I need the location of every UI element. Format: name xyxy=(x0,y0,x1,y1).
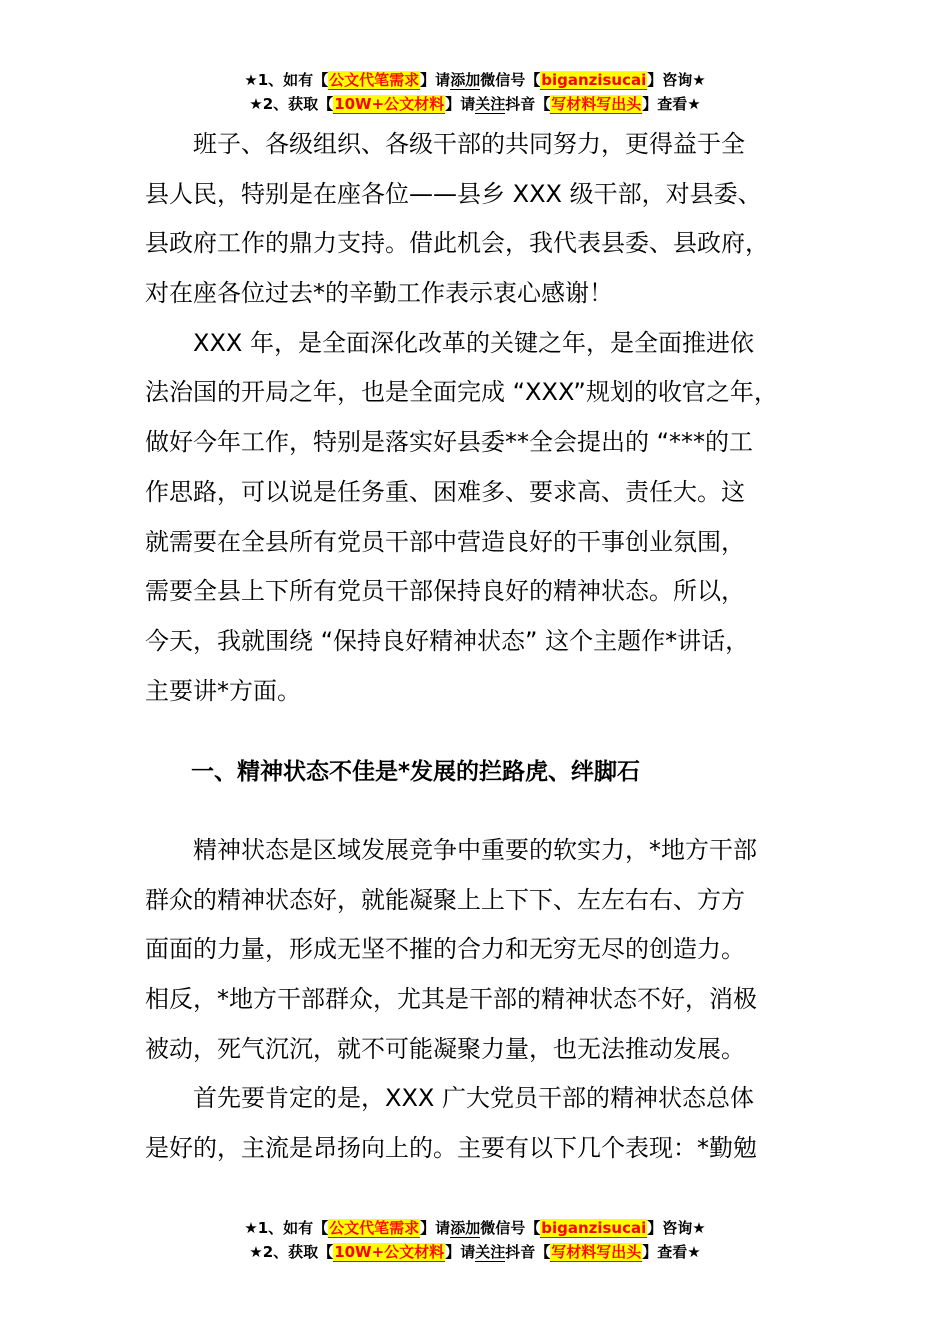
banner-emphasis: 关注 xyxy=(475,95,506,113)
text-line: 今天，我就围绕 “保持良好精神状态” 这个主题作*讲话， xyxy=(145,626,750,655)
document-body xyxy=(145,120,825,1174)
banner-highlight: biganzisucai xyxy=(541,71,647,89)
text-line: 法治国的开局之年，也是全面完成 “XXX”规划的收官之年， xyxy=(145,378,778,407)
text-line: 群众的精神状态好，就能凝聚上上下下、左左右右、方方 xyxy=(145,885,745,914)
text-line: 精神状态是区域发展竞争中重要的软实力，*地方干部 xyxy=(145,835,757,864)
banner-text: 】请 xyxy=(420,1219,451,1237)
text-line: 班子、各级组织、各级干部的共同努力，更得益于全 xyxy=(145,130,745,158)
text-line: XXX 年，是全面深化改革的关键之年，是全面推进依 xyxy=(145,328,754,357)
banner-line-2 xyxy=(0,92,950,116)
banner-text: 】请 xyxy=(445,95,476,113)
text-line: 对在座各位过去*的辛勤工作表示衷心感谢！ xyxy=(145,279,613,308)
footer-banner xyxy=(0,1216,950,1264)
banner-text: 抖音【 xyxy=(505,95,551,113)
banner-text: 】查看★ xyxy=(642,95,701,113)
text-line: 被动，死气沉沉，就不可能凝聚力量，也无法推动发展。 xyxy=(145,1034,745,1063)
text-line: 主要讲*方面。 xyxy=(145,676,301,705)
header-banner xyxy=(0,68,950,116)
banner-line-1 xyxy=(0,68,950,92)
banner-highlight: 写材料写出头 xyxy=(551,1243,642,1261)
banner-emphasis: 关注 xyxy=(475,1243,506,1261)
text-line: 需要全县上下所有党员干部保持良好的精神状态。所以， xyxy=(145,577,745,606)
banner-highlight: 公文代笔需求 xyxy=(329,1219,420,1237)
banner-highlight: biganzisucai xyxy=(541,1219,647,1237)
banner-text: ★1、如有【 xyxy=(244,71,329,89)
banner-emphasis: 添加 xyxy=(450,71,481,89)
banner-text: ★2、获取【 xyxy=(249,1243,334,1261)
banner-text: ★2、获取【 xyxy=(249,95,334,113)
text-line: 是好的，主流是昂扬向上的。主要有以下几个表现：*勤勉 xyxy=(145,1134,757,1163)
text-line: 县人民，特别是在座各位——县乡 XXX 级干部，对县委、 xyxy=(145,179,762,208)
banner-text: ★1、如有【 xyxy=(244,1219,329,1237)
banner-highlight: 公文代笔需求 xyxy=(329,71,420,89)
paragraph-1 xyxy=(145,120,825,319)
paragraph-3 xyxy=(145,826,825,1074)
banner-highlight: 10W+公文材料 xyxy=(334,95,445,113)
banner-text: 微信号【 xyxy=(480,1219,541,1237)
text-line: 县政府工作的鼎力支持。借此机会，我代表县委、县政府， xyxy=(145,229,769,258)
text-line: 相反，*地方干部群众，尤其是干部的精神状态不好，消极 xyxy=(145,985,757,1013)
banner-line-1 xyxy=(0,1216,950,1240)
banner-text: 抖音【 xyxy=(505,1243,551,1261)
banner-text: 微信号【 xyxy=(480,71,541,89)
text-line: 做好今年工作，特别是落实好县委**全会提出的 “***的工 xyxy=(145,428,754,457)
text-line: 作思路，可以说是任务重、困难多、要求高、责任大。这 xyxy=(145,477,745,506)
banner-highlight: 10W+公文材料 xyxy=(334,1243,445,1261)
banner-text: 】查看★ xyxy=(642,1243,701,1261)
banner-text: 】请 xyxy=(420,71,451,89)
paragraph-4 xyxy=(145,1074,825,1173)
paragraph-2 xyxy=(145,319,825,717)
banner-text: 】咨询★ xyxy=(647,71,706,89)
text-line: 首先要肯定的是，XXX 广大党员干部的精神状态总体 xyxy=(145,1084,754,1113)
banner-highlight: 写材料写出头 xyxy=(551,95,642,113)
text-line: 就需要在全县所有党员干部中营造良好的干事创业氛围， xyxy=(145,527,745,556)
banner-text: 】咨询★ xyxy=(647,1219,706,1237)
text-line: 面面的力量，形成无坚不摧的合力和无穷无尽的创造力。 xyxy=(145,935,745,964)
banner-text: 】请 xyxy=(445,1243,476,1261)
banner-emphasis: 添加 xyxy=(450,1219,481,1237)
banner-line-2 xyxy=(0,1240,950,1264)
section-heading: 一、精神状态不佳是*发展的拦路虎、绊脚石 xyxy=(145,759,641,786)
